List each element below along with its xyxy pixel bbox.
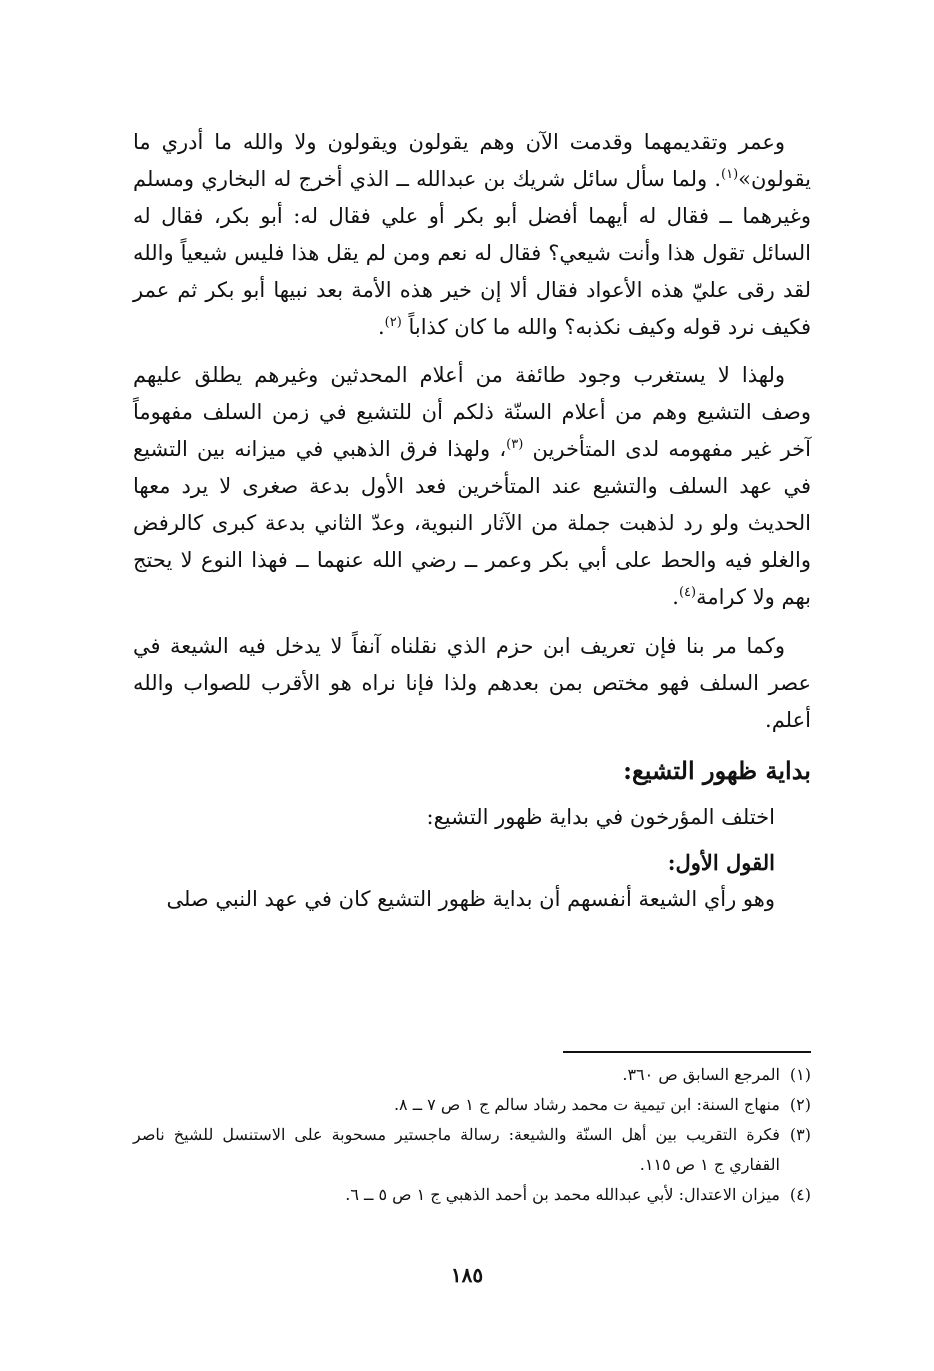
- main-text-block: [133, 124, 811, 918]
- subsection-heading: القول الأول:: [667, 850, 775, 875]
- footnote-item: [133, 1090, 811, 1120]
- paragraph: [133, 628, 811, 739]
- paragraph-text: .: [377, 315, 385, 339]
- section-intro: اختلف المؤرخون في بداية ظهور التشيع:: [426, 805, 775, 829]
- footnote-reference[interactable]: (٤): [678, 585, 697, 600]
- footnotes: [133, 1060, 811, 1210]
- paragraph: [133, 357, 811, 616]
- footnote-reference[interactable]: (١): [721, 167, 739, 182]
- paragraph-text: وعمر وتقديمهما وقدمت الآن وهم يقولون ويقولون ولا والله ما أدري ما يقولون»: [133, 130, 811, 191]
- footnote-item: [133, 1180, 811, 1210]
- footnote-number: (٢): [789, 1095, 811, 1114]
- paragraph-text: .: [672, 585, 679, 609]
- footnote-item: [133, 1060, 811, 1090]
- footnote-text: ميزان الاعتدال: لأبي عبدالله محمد بن أحمد الذهبي ج ١ ص ٥ ــ ٦.: [345, 1185, 780, 1204]
- footnote-number: (٣): [789, 1125, 811, 1144]
- footnote-separator: [563, 1051, 811, 1053]
- paragraph-text: ولهذا لا يستغرب وجود طائفة من أعلام المحدثين وغيرهم يطلق عليهم وصف التشيع وهم من أعلام السنّة ذلكم أن للتشيع في زمن السلف مفهوماً آخر غير مفهومه لدى المتأخرين: [133, 363, 811, 461]
- section-heading: بداية ظهور التشيع:: [623, 756, 811, 785]
- paragraph-text: ، ولهذا فرق الذهبي في ميزانه بين التشيع في عهد السلف والتشيع عند المتأخرين فعد الأول بدعة صغرى لا يرد معها الحديث ولو رد لذهبت جملة من الآثار النبوية، وعدّ الثاني بدعة كبرى كالرفض والغلو فيه والحط على أبي بكر وعمر ــ رضي الله عنهما ــ فهذا النوع لا يحتج بهم ولا كرامة: [133, 437, 811, 609]
- footnote-text: المرجع السابق ص ٣٦٠.: [622, 1065, 780, 1084]
- paragraph-text: وكما مر بنا فإن تعريف ابن حزم الذي نقلناه آنفاً لا يدخل فيه الشيعة في عصر السلف فهو مختص بمن بعدهم ولذا فإنا نراه هو الأقرب للصواب والله أعلم.: [133, 634, 811, 732]
- footnote-reference[interactable]: (٣): [506, 437, 524, 452]
- paragraph-text: . ولما سأل سائل شريك بن عبدالله ــ الذي أخرج له البخاري ومسلم وغيرهما ــ فقال له أيهما أفضل أبو بكر أو علي فقال له: أبو بكر، فقال له السائل تقول هذا وأنت شيعي؟ فقال له نعم ومن لم يقل هذا فليس شيعياً والله لقد رقى عليّ هذه الأعواد فقال ألا إن خير هذه الأمة بعد نبيها أبو بكر ثم عمر فكيف نرد قوله وكيف نكذبه؟ والله ما كان كذاباً: [133, 167, 811, 339]
- footnote-number: (١): [789, 1065, 811, 1084]
- footnote-text: منهاج السنة: ابن تيمية ت محمد رشاد سالم ج ١ ص ٧ ــ ٨.: [393, 1095, 780, 1114]
- footnote-number: (٤): [789, 1185, 811, 1204]
- paragraph: وهو رأي الشيعة أنفسهم أن بداية ظهور التشيع كان في عهد النبي صلى: [166, 887, 775, 911]
- footnote-reference[interactable]: (٢): [384, 315, 402, 330]
- paragraph: [133, 124, 811, 346]
- page-number: ١٨٥: [450, 1263, 484, 1287]
- footnote-item: [133, 1120, 811, 1180]
- footnote-text: فكرة التقريب بين أهل السنّة والشيعة: رسالة ماجستير مسحوبة على الاستنسل للشيخ ناصر القفاري ج ١ ص ١١٥.: [133, 1125, 780, 1174]
